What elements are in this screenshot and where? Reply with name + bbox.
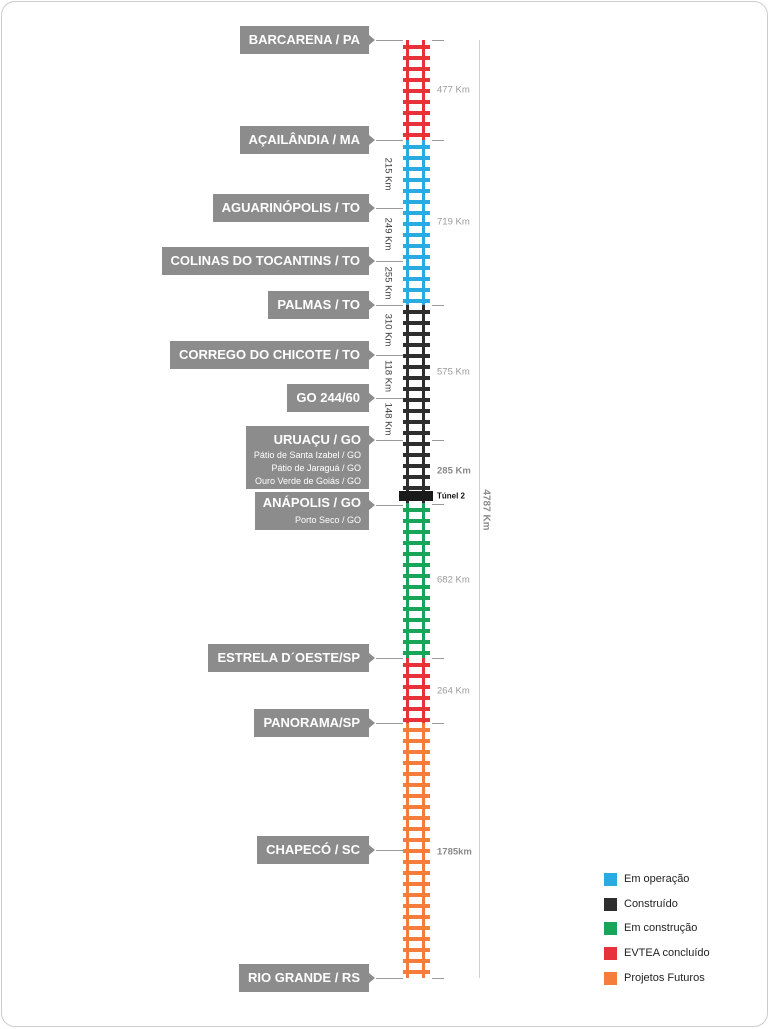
section-distance-label: 249 Km bbox=[382, 217, 394, 251]
track-tie bbox=[403, 464, 430, 468]
station-label-aguarinopolis bbox=[213, 194, 369, 222]
station-label-panorama bbox=[254, 709, 369, 737]
track-tie bbox=[403, 156, 430, 160]
track-tie bbox=[403, 145, 430, 149]
legend-swatch bbox=[604, 898, 617, 911]
legend-swatch bbox=[604, 922, 617, 935]
section-distance-label: 310 Km bbox=[382, 313, 394, 347]
stretch-distance-label: 477 Km bbox=[437, 84, 470, 96]
track-tie bbox=[403, 299, 430, 303]
stretch-distance-label: 682 Km bbox=[437, 574, 470, 586]
track-tie bbox=[403, 354, 430, 358]
station-sublabel: Porto Seco / GO bbox=[294, 515, 361, 525]
track-tie bbox=[403, 552, 430, 556]
station-connector bbox=[376, 305, 403, 306]
track-tie bbox=[403, 222, 430, 226]
station-name: COLINAS DO TOCANTINS / TO bbox=[170, 253, 360, 268]
station-label-anapolis bbox=[255, 492, 369, 530]
track-tie bbox=[403, 178, 430, 182]
track-tie bbox=[403, 365, 430, 369]
track-tie bbox=[403, 508, 430, 512]
tunnel-label: Túnel 2 bbox=[437, 491, 466, 501]
track-tie bbox=[403, 541, 430, 545]
track-tie bbox=[403, 321, 430, 325]
total-distance-label: 4787 Km bbox=[480, 489, 492, 531]
stretch-distance-label: 719 Km bbox=[437, 216, 470, 228]
stretch-tick bbox=[432, 305, 444, 306]
track-tie bbox=[403, 674, 430, 678]
track-tie bbox=[403, 772, 430, 776]
legend-swatch bbox=[604, 972, 617, 985]
station-label-go-244 bbox=[287, 384, 369, 412]
section-distance-label: 148 Km bbox=[382, 402, 394, 436]
track-tie bbox=[403, 750, 430, 754]
track-tie bbox=[403, 761, 430, 765]
station-sublabel: Ouro Verde de Goiás / GO bbox=[254, 476, 361, 486]
track-tie bbox=[403, 56, 430, 60]
station-name: PANORAMA/SP bbox=[263, 715, 360, 730]
track-tie bbox=[403, 718, 430, 722]
track-tie bbox=[403, 915, 430, 919]
legend-label: Projetos Futuros bbox=[624, 972, 705, 984]
track-tie bbox=[403, 519, 430, 523]
track-tie bbox=[403, 310, 430, 314]
station-connector bbox=[376, 398, 403, 399]
station-name: PALMAS / TO bbox=[277, 297, 360, 312]
track-tie bbox=[403, 244, 430, 248]
track-tie bbox=[403, 849, 430, 853]
station-name: CORREGO DO CHICOTE / TO bbox=[178, 347, 360, 362]
station-label-colinas bbox=[162, 247, 369, 275]
station-name: URUAÇU / GO bbox=[273, 432, 361, 447]
station-label-estrela-doeste bbox=[208, 644, 369, 672]
station-name: AÇAILÂNDIA / MA bbox=[248, 132, 360, 147]
stretch-tick bbox=[432, 978, 444, 979]
track-tie bbox=[403, 585, 430, 589]
track-tie bbox=[403, 948, 430, 952]
station-label-rio-grande bbox=[239, 964, 369, 992]
station-connector bbox=[376, 140, 403, 141]
stretch-tick bbox=[432, 723, 444, 724]
track-tie bbox=[403, 409, 430, 413]
station-sublabels bbox=[254, 449, 361, 488]
track-tie bbox=[403, 167, 430, 171]
track-tie bbox=[403, 89, 430, 93]
track-tie bbox=[403, 530, 430, 534]
stretch-tick bbox=[432, 140, 444, 141]
track-tie bbox=[403, 376, 430, 380]
track-tie bbox=[403, 871, 430, 875]
track-tie bbox=[403, 475, 430, 479]
track-tie bbox=[403, 200, 430, 204]
track-rail-left bbox=[406, 503, 409, 658]
track-tie bbox=[403, 111, 430, 115]
track-tie bbox=[403, 133, 430, 137]
track-tie bbox=[403, 805, 430, 809]
station-label-palmas bbox=[268, 291, 369, 319]
stretch-distance-label: 1785km bbox=[437, 846, 472, 858]
station-connector bbox=[376, 850, 403, 851]
stretch-distance-label: 575 Km bbox=[437, 366, 470, 378]
track-tie bbox=[403, 398, 430, 402]
stretch-tick bbox=[432, 658, 444, 659]
legend-swatch bbox=[604, 947, 617, 960]
tunnel-block bbox=[399, 491, 433, 501]
track-tie bbox=[403, 78, 430, 82]
track-tie bbox=[403, 431, 430, 435]
track-tie bbox=[403, 211, 430, 215]
station-sublabel: Pátio de Santa Izabel / GO bbox=[253, 450, 361, 460]
station-label-uruacu bbox=[246, 426, 369, 489]
legend-label: Em operação bbox=[624, 873, 690, 885]
section-distance-label: 118 Km bbox=[382, 359, 394, 393]
track-tie bbox=[403, 574, 430, 578]
track-tie bbox=[403, 189, 430, 193]
stretch-distance-label: 285 Km bbox=[437, 465, 471, 477]
track-tie bbox=[403, 332, 430, 336]
track-tie bbox=[403, 640, 430, 644]
track-rail-right bbox=[422, 658, 425, 723]
track-tie bbox=[403, 387, 430, 391]
track-tie bbox=[403, 442, 430, 446]
station-name: BARCARENA / PA bbox=[248, 32, 360, 47]
track-tie bbox=[403, 783, 430, 787]
track-tie bbox=[403, 838, 430, 842]
legend-label: Em construção bbox=[624, 922, 698, 934]
track-tie bbox=[403, 926, 430, 930]
track-tie bbox=[403, 739, 430, 743]
track-tie bbox=[403, 651, 430, 655]
stretch-tick bbox=[432, 440, 444, 441]
track-tie bbox=[403, 685, 430, 689]
legend-label: EVTEA concluído bbox=[624, 947, 710, 959]
station-connector bbox=[376, 261, 403, 262]
track-tie bbox=[403, 904, 430, 908]
station-label-chapeco bbox=[257, 836, 369, 864]
track-tie bbox=[403, 937, 430, 941]
track-tie bbox=[403, 607, 430, 611]
station-label-barcarena bbox=[240, 26, 369, 54]
station-name: RIO GRANDE / RS bbox=[248, 970, 360, 985]
track-tie bbox=[403, 959, 430, 963]
station-connector bbox=[376, 440, 403, 441]
track-tie bbox=[403, 629, 430, 633]
station-connector bbox=[376, 658, 403, 659]
station-connector bbox=[376, 978, 403, 979]
station-label-acailandia bbox=[240, 126, 369, 154]
track-tie bbox=[403, 860, 430, 864]
station-connector bbox=[376, 355, 403, 356]
track-tie bbox=[403, 343, 430, 347]
section-distance-label: 215 Km bbox=[382, 157, 394, 191]
track-tie bbox=[403, 970, 430, 974]
track-tie bbox=[403, 663, 430, 667]
station-connector bbox=[376, 208, 403, 209]
track-tie bbox=[403, 100, 430, 104]
track-tie bbox=[403, 794, 430, 798]
station-connector bbox=[376, 505, 403, 506]
station-name: AGUARINÓPOLIS / TO bbox=[221, 200, 360, 215]
track-tie bbox=[403, 563, 430, 567]
track-tie bbox=[403, 420, 430, 424]
track-tie bbox=[403, 596, 430, 600]
track-tie bbox=[403, 816, 430, 820]
stretch-distance-label: 264 Km bbox=[437, 685, 470, 697]
track-tie bbox=[403, 288, 430, 292]
track-tie bbox=[403, 122, 430, 126]
track-rail-right bbox=[422, 503, 425, 658]
track-tie bbox=[403, 233, 430, 237]
stretch-tick bbox=[432, 504, 444, 505]
stretch-tick bbox=[432, 40, 444, 41]
station-label-corrego-do-chicote bbox=[170, 341, 369, 369]
section-distance-label: 255 Km bbox=[382, 266, 394, 300]
track-tie bbox=[403, 707, 430, 711]
track-tie bbox=[403, 618, 430, 622]
track-tie bbox=[403, 893, 430, 897]
station-name: CHAPECÓ / SC bbox=[266, 842, 360, 857]
track-tie bbox=[403, 45, 430, 49]
legend-swatch bbox=[604, 873, 617, 886]
track-tie bbox=[403, 266, 430, 270]
track-tie bbox=[403, 255, 430, 259]
track-rail-left bbox=[406, 658, 409, 723]
station-sublabel: Pátio de Jaraguá / GO bbox=[271, 463, 361, 473]
track-tie bbox=[403, 67, 430, 71]
station-name: ESTRELA D´OESTE/SP bbox=[217, 650, 360, 665]
track-tie bbox=[403, 453, 430, 457]
station-connector bbox=[376, 40, 403, 41]
track-tie bbox=[403, 728, 430, 732]
track-tie bbox=[403, 882, 430, 886]
track-tie bbox=[403, 277, 430, 281]
legend-label: Construído bbox=[624, 898, 678, 910]
station-connector bbox=[376, 723, 403, 724]
track-tie bbox=[403, 696, 430, 700]
track-tie bbox=[403, 827, 430, 831]
track-tie bbox=[403, 486, 430, 490]
station-name: GO 244/60 bbox=[296, 390, 360, 405]
station-name: ANÁPOLIS / GO bbox=[262, 495, 361, 510]
